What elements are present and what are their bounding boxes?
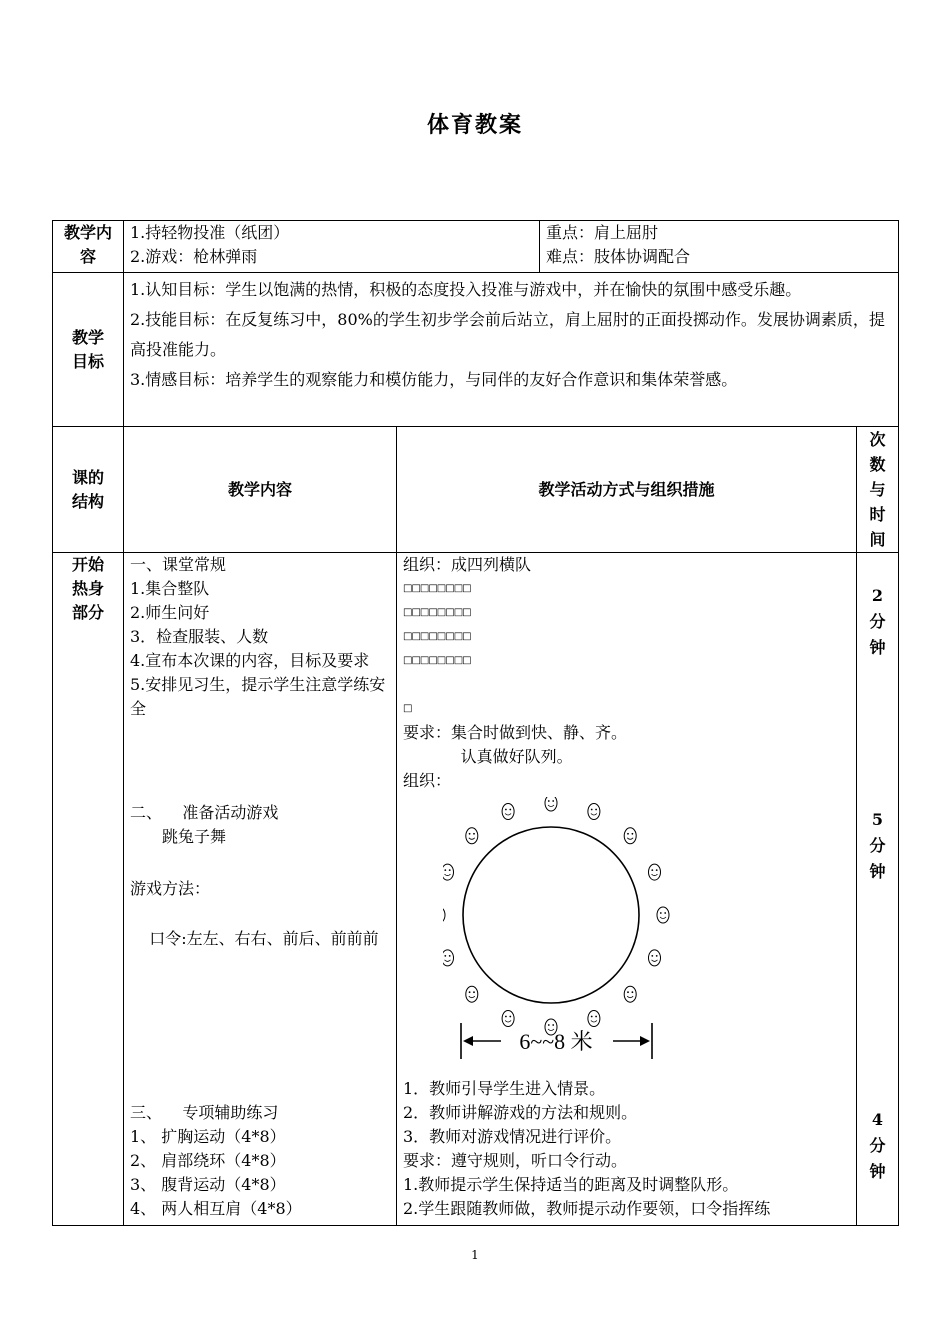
formation-row-3: □□□□□□□□ bbox=[403, 631, 471, 642]
routine-item-1: 1.集合整队 bbox=[130, 579, 210, 598]
warmup-game-heading: 二、 准备活动游戏 bbox=[130, 803, 279, 822]
time-header-4: 时 bbox=[869, 505, 886, 524]
routine-heading: 一、课堂常规 bbox=[130, 555, 227, 574]
formation-stray-box: □ bbox=[403, 703, 412, 714]
special-practice-block bbox=[130, 1101, 390, 1221]
student-face-icon bbox=[466, 986, 478, 1002]
student-face-icon bbox=[443, 907, 445, 923]
content-row bbox=[53, 221, 899, 273]
student-face-icon bbox=[649, 950, 661, 966]
time-header-3: 与 bbox=[869, 480, 886, 499]
requirement-1: 要求：集合时做到快、静、齐。 bbox=[403, 723, 628, 742]
goals-cell bbox=[124, 273, 899, 427]
goals-label-cell bbox=[53, 273, 124, 427]
routine-item-3: 3．检查服装、人数 bbox=[130, 627, 269, 646]
structure-header-cell bbox=[53, 427, 124, 553]
routine-item-5: 5.安排见习生，提示学生注意学练安全 bbox=[130, 675, 386, 718]
distance-label: 6~~8 米 bbox=[519, 1029, 593, 1054]
student-face-icon bbox=[545, 797, 557, 811]
student-face-icon bbox=[443, 864, 454, 880]
content-header-cell bbox=[124, 427, 397, 553]
activity-header: 教学活动方式与组织措施 bbox=[538, 479, 715, 499]
game-requirement: 要求：遵守规则，听口令行动。 bbox=[403, 1151, 628, 1170]
goal-skill: 2.技能目标：在反复练习中，80%的学生初步学会前后站立，肩上屈肘的正面投掷动作。发展协调素质，提高投准能力。 bbox=[130, 310, 885, 359]
section-label-1: 开始 bbox=[71, 555, 104, 574]
game-step-1: 1．教师引导学生进入情景。 bbox=[403, 1079, 606, 1098]
student-face-icon bbox=[588, 1011, 600, 1027]
time-3-number: 4 bbox=[871, 1110, 884, 1129]
time-2-unit-a: 分 bbox=[869, 836, 886, 855]
page-number: 1 bbox=[471, 1248, 479, 1262]
game-method-label: 游戏方法： bbox=[130, 879, 211, 898]
section-activity-cell bbox=[397, 553, 857, 1226]
section-content-cell bbox=[124, 553, 397, 1226]
student-face-icon bbox=[443, 950, 454, 966]
student-face-icon bbox=[624, 986, 636, 1002]
student-face-icon bbox=[502, 1011, 514, 1027]
goal-cognitive: 1.认知目标：学生以饱满的热情，积极的态度投入投准与游戏中，并在愉快的氛围中感受乐趣。 bbox=[130, 280, 802, 299]
formation-row-4: □□□□□□□□ bbox=[403, 655, 471, 666]
special-practice-4: 4、 两人相互肩（4*8） bbox=[130, 1199, 302, 1218]
section-label-cell bbox=[53, 553, 124, 1226]
time-header-cell bbox=[857, 427, 899, 553]
student-face-icon bbox=[502, 804, 514, 820]
time-2-unit-b: 钟 bbox=[869, 862, 886, 881]
student-face-icon bbox=[588, 804, 600, 820]
time-3-unit-b: 钟 bbox=[869, 1162, 886, 1181]
time-block-2 bbox=[857, 807, 898, 885]
difficulty-point: 难点：肢体协调配合 bbox=[546, 247, 691, 266]
student-face-icon bbox=[649, 864, 661, 880]
student-face-icon bbox=[624, 828, 636, 844]
section-label-3: 部分 bbox=[71, 603, 104, 622]
time-cell bbox=[857, 553, 899, 1226]
time-1-unit-a: 分 bbox=[869, 612, 886, 631]
student-face-icon bbox=[657, 907, 669, 923]
goal-affective: 3.情感目标：培养学生的观察能力和模仿能力，与同伴的友好合作意识和集体荣誉感。 bbox=[130, 370, 738, 389]
routine-item-2: 2.师生问好 bbox=[130, 603, 210, 622]
special-practice-2: 2、 肩部绕环（4*8） bbox=[130, 1151, 286, 1170]
warmup-game-name: 跳兔子舞 bbox=[162, 827, 227, 846]
game-commands: 口令:左左、右右、前后、前前前 bbox=[149, 929, 379, 948]
time-2-number: 5 bbox=[871, 810, 884, 829]
content-header: 教学内容 bbox=[227, 479, 292, 499]
formation-block bbox=[403, 553, 850, 793]
circle-formation-diagram bbox=[443, 797, 683, 1065]
key-point: 重点：肩上屈肘 bbox=[546, 223, 659, 242]
goals-row bbox=[53, 273, 899, 427]
time-header-2: 数 bbox=[869, 455, 886, 474]
content-line-2: 2.游戏：枪林弹雨 bbox=[130, 247, 258, 266]
special-practice-1: 1、 扩胸运动（4*8） bbox=[130, 1127, 286, 1146]
focus-cell bbox=[540, 221, 899, 273]
time-block-1 bbox=[857, 583, 898, 661]
content-label-cell bbox=[53, 221, 124, 273]
requirement-1b: 认真做好队列。 bbox=[460, 747, 573, 766]
column-header-row bbox=[53, 427, 899, 553]
warmup-row bbox=[53, 553, 899, 1226]
time-1-number: 2 bbox=[871, 586, 884, 605]
time-1-unit-b: 钟 bbox=[869, 638, 886, 657]
document-title: 体育教案 bbox=[426, 112, 523, 138]
content-cell bbox=[124, 221, 540, 273]
routine-block bbox=[130, 553, 390, 721]
game-step-2: 2．教师讲解游戏的方法和规则。 bbox=[403, 1103, 638, 1122]
section-label-2: 热身 bbox=[71, 579, 104, 598]
special-practice-heading: 三、 专项辅助练习 bbox=[130, 1103, 279, 1122]
warmup-game-block bbox=[130, 801, 390, 849]
time-header-5: 间 bbox=[869, 530, 886, 549]
special-practice-3: 3、 腹背运动（4*8） bbox=[130, 1175, 286, 1194]
game-circle bbox=[463, 827, 639, 1003]
time-block-3 bbox=[857, 1107, 898, 1185]
org-circle: 组织： bbox=[403, 771, 452, 790]
time-header-1: 次 bbox=[869, 430, 886, 449]
activity-header-cell bbox=[397, 427, 857, 553]
student-face-icon bbox=[466, 828, 478, 844]
practice-note-2: 2.学生跟随教师做，教师提示动作要领，口令指挥练 bbox=[403, 1199, 771, 1218]
routine-item-4: 4.宣布本次课的内容，目标及要求 bbox=[130, 651, 370, 670]
lesson-plan-table bbox=[52, 220, 899, 1226]
students-around-circle bbox=[443, 797, 669, 1035]
content-line-1: 1.持轻物投准（纸团） bbox=[130, 223, 290, 242]
content-label: 教学内容 bbox=[64, 223, 113, 266]
org-formation: 组织：成四列横队 bbox=[403, 555, 532, 574]
game-step-3: 3．教师对游戏情况进行评价。 bbox=[403, 1127, 622, 1146]
structure-header: 课的结构 bbox=[71, 467, 104, 511]
formation-row-2: □□□□□□□□ bbox=[403, 607, 471, 618]
practice-note-1: 1.教师提示学生保持适当的距离及时调整队形。 bbox=[403, 1175, 739, 1194]
time-3-unit-a: 分 bbox=[869, 1136, 886, 1155]
distance-marker bbox=[461, 1023, 652, 1059]
goals-label: 教学目标 bbox=[71, 327, 104, 371]
game-steps-block bbox=[403, 1077, 850, 1221]
formation-row-1: □□□□□□□□ bbox=[403, 583, 471, 594]
